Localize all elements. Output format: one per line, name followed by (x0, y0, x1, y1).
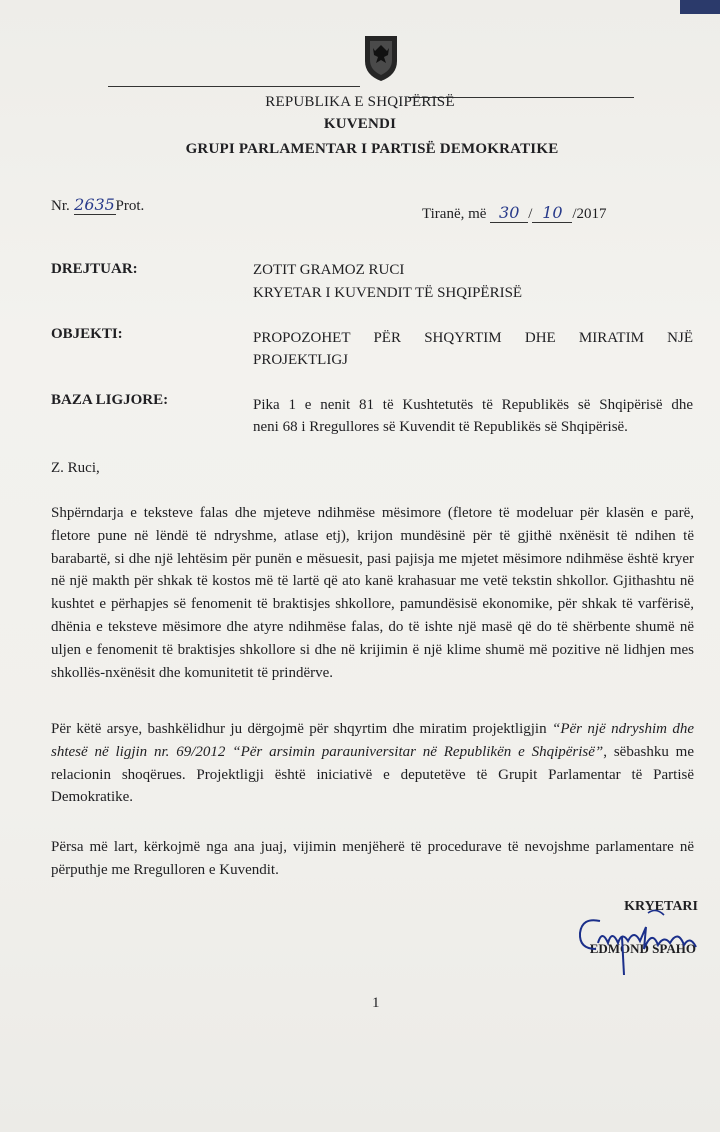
republic-heading: REPUBLIKA E SHQIPËRISË (265, 94, 455, 110)
coat-of-arms-icon (361, 33, 401, 83)
header-rule-left (108, 86, 360, 87)
handwritten-signature (560, 899, 710, 979)
page-number: 1 (372, 995, 380, 1011)
subject-label: OBJEKTI: (51, 326, 123, 342)
address-label: DREJTUAR: (51, 261, 138, 277)
group-heading: GRUPI PARLAMENTAR I PARTISË DEMOKRATIKE (185, 141, 559, 157)
date-month: 10 (532, 203, 572, 223)
paragraph-2-end: , sëbashku me relacionin shoqërues. Projektligji është iniciativë e deputetëve të Grupit Parlamentar të Partisë Demokratike. (51, 743, 694, 806)
protocol-prefix: Nr. (51, 198, 70, 214)
body-paragraph-2 (51, 718, 694, 809)
signature-block (560, 893, 710, 983)
date-day: 30 (490, 203, 528, 223)
page-corner-edge (680, 0, 720, 14)
signatory-name: EDMOND SPAHO (589, 941, 696, 956)
legal-basis-line-1: Pika 1 e nenit 81 të Kushtetutës të Republikës së Shqipërisë dhe (253, 397, 693, 413)
address-line-2: KRYETAR I KUVENDIT TË SHQIPËRISË (253, 285, 523, 301)
protocol-value: 2635 (74, 195, 115, 214)
legal-basis-label: BAZA LIGJORE: (51, 392, 169, 408)
paragraph-2-start: Për këtë arsye, bashkëlidhur ju dërgojmë për shqyrtim dhe miratim projektligjin (51, 721, 552, 737)
salutation: Z. Ruci, (51, 460, 100, 476)
subject-line-2: PROJEKTLIGJ (253, 352, 349, 368)
body-paragraph-1: Shpërndarja e teksteve falas dhe mjeteve ndihmëse mësimore (fletore të modeluar për klasën e parë, fletore pune në lëndë të ndryshme, atlase etj), krijon mundësinë për të gjithë nxënësit të ndihen të barabartë, si dhe një lehtësim për punën e mësuesit, pasi pajisja me mjetet mësimore ndihmëse është kryer në një makth për shkak të kostos më të lartë që ato kanë krahasuar me vetë tekstin shkollor. Gjithashtu në kushtet e përhapjes së fenomenit të braktisjes shkollore, pamundësisë ekonomike, për shkak të varfërisë, dhënia e teksteve mësimore dhe atyre ndihmëse falas, do të ishte një masë që do të shërbente shumë në uljen e fenomenit të braktisjes shkollore si dhe në krijimin ë një klime shumë më pozitive në lidhjen mes shkollës-nxënësit dhe komunitetit të prindërve. (51, 505, 694, 681)
body-paragraph-3: Përsa më lart, kërkojmë nga ana juaj, vijimin menjëherë të procedurave të nevojshme parlamentare në përputhje me Rregulloren e Kuvendit. (51, 839, 694, 878)
protocol-number (51, 195, 144, 215)
signatory-title: KRYETARI (624, 899, 698, 914)
legal-basis-line-2: neni 68 i Rregullores së Kuvendit të Republikës së Shqipërisë. (253, 419, 628, 435)
date-place: Tiranë, më (422, 206, 487, 222)
protocol-suffix: Prot. (115, 198, 145, 214)
date-year: /2017 (572, 206, 607, 222)
assembly-heading: KUVENDI (323, 116, 397, 132)
address-line-1: ZOTIT GRAMOZ RUCI (253, 262, 405, 278)
subject-line-1: PROPOZOHET PËR SHQYRTIM DHE MIRATIM NJË (253, 330, 693, 346)
date-line: Tiranë, më 30 / 10 /2017 (422, 203, 607, 222)
law-title: “Për një ndryshim dhe shtesë në ligjin nr. 69/2012 “Për arsimin parauniversitar në Republikën e Shqipërisë” (51, 721, 694, 760)
